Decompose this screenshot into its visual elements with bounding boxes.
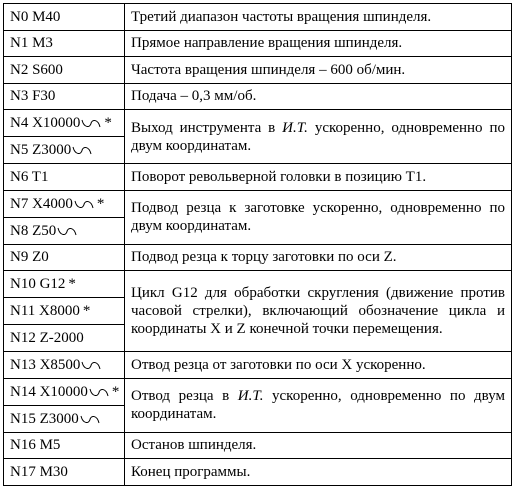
block-code — [4, 352, 125, 379]
rapid-move-icon — [89, 387, 109, 398]
rapid-move-icon — [74, 199, 94, 210]
description-text: Третий диапазон частоты вращения шпинделя. — [131, 8, 432, 25]
table-row — [4, 244, 512, 271]
code-text: N17 M30 — [10, 463, 68, 480]
block-code — [4, 110, 125, 137]
code-text: N14 X10000 — [10, 383, 88, 400]
table-row — [4, 30, 512, 57]
block-code — [4, 432, 125, 459]
code-text: N13 X8500 — [10, 356, 81, 373]
code-text: N3 F30 — [10, 88, 56, 105]
block-code — [4, 405, 125, 432]
block-description — [125, 459, 512, 486]
cnc-program-table — [3, 3, 512, 486]
code-text: N10 G12 — [10, 276, 66, 292]
block-code — [4, 378, 125, 405]
rapid-move-icon — [80, 414, 100, 425]
table-row — [4, 83, 512, 110]
table-row — [4, 164, 512, 191]
description-text: Отвод резца от заготовки по оси X ускоренно. — [131, 356, 426, 373]
description-text: Цикл G12 для обработки скругления (движение против часовой стрелки), включающий обозначение цикла и координаты X и Z конечной точки перемещения. — [131, 285, 505, 337]
block-description — [125, 30, 512, 57]
asterisk-mark: * — [96, 195, 105, 212]
rapid-move-icon — [57, 226, 77, 237]
asterisk-mark: * — [111, 383, 120, 400]
block-description — [125, 352, 512, 379]
code-text: N15 Z3000 — [10, 410, 79, 427]
description-text: Выход инструмента в — [131, 119, 283, 136]
code-text: N8 Z50 — [10, 222, 57, 239]
block-code — [4, 57, 125, 84]
block-description — [125, 57, 512, 84]
block-code — [4, 325, 125, 352]
code-text: N2 S600 — [10, 61, 63, 78]
block-code — [4, 271, 125, 298]
block-description — [125, 244, 512, 271]
block-code — [4, 4, 125, 31]
description-text: Подвод резца к заготовке ускоренно, одновременно по двум координатам. — [131, 200, 505, 234]
code-text: N9 Z0 — [10, 249, 49, 266]
description-text: ускоренно, одновременно по двум координатам. — [131, 388, 506, 422]
block-code — [4, 137, 125, 164]
rapid-move-icon — [72, 145, 92, 156]
code-text: N6 T1 — [10, 168, 49, 185]
table-row — [4, 110, 512, 137]
code-text: N1 M3 — [10, 35, 53, 52]
description-text: Прямое направление вращения шпинделя. — [131, 35, 403, 52]
description-text: Конец программы. — [131, 463, 251, 480]
description-text: ускоренно, одновременно по двум координатам. — [131, 119, 505, 154]
asterisk-mark: * — [68, 276, 76, 292]
block-code — [4, 190, 125, 217]
table-row — [4, 432, 512, 459]
code-text: N12 Z-2000 — [10, 330, 84, 346]
description-text: Подвод резца к торцу заготовки по оси Z. — [131, 249, 397, 266]
block-code — [4, 83, 125, 110]
table-row — [4, 190, 512, 217]
block-description — [125, 271, 512, 352]
block-code — [4, 217, 125, 244]
table-row — [4, 4, 512, 31]
table-row — [4, 352, 512, 379]
code-text: N4 X10000 — [10, 115, 81, 131]
description-text: Поворот револьверной головки в позицию Т1. — [131, 168, 427, 185]
rapid-move-icon — [81, 118, 101, 129]
rapid-move-icon — [81, 360, 101, 371]
block-description — [125, 110, 512, 164]
code-text: N7 X4000 — [10, 195, 73, 212]
table-row — [4, 57, 512, 84]
block-code — [4, 164, 125, 191]
block-code — [4, 30, 125, 57]
code-text: N0 M40 — [10, 8, 61, 25]
description-text: Частота вращения шпинделя – 600 об/мин. — [131, 61, 406, 78]
table-row — [4, 378, 512, 405]
block-description — [125, 432, 512, 459]
tool-change-point-abbr: И.Т. — [237, 388, 264, 404]
block-description — [125, 190, 512, 244]
asterisk-mark: * — [82, 303, 91, 319]
description-text: Отвод резца в — [131, 388, 238, 404]
block-code — [4, 459, 125, 486]
block-description — [125, 4, 512, 31]
code-text: N16 M5 — [10, 437, 61, 454]
tool-change-point-abbr: И.Т. — [282, 119, 308, 136]
block-description — [125, 83, 512, 110]
description-text: Подача – 0,3 мм/об. — [131, 88, 257, 105]
table-row — [4, 459, 512, 486]
block-description — [125, 378, 512, 432]
block-code — [4, 244, 125, 271]
code-text: N5 Z3000 — [10, 142, 72, 158]
code-text: N11 X8000 — [10, 303, 80, 319]
description-text: Останов шпинделя. — [131, 437, 257, 454]
asterisk-mark: * — [104, 115, 112, 131]
block-code — [4, 298, 125, 325]
table-row — [4, 271, 512, 298]
block-description — [125, 164, 512, 191]
